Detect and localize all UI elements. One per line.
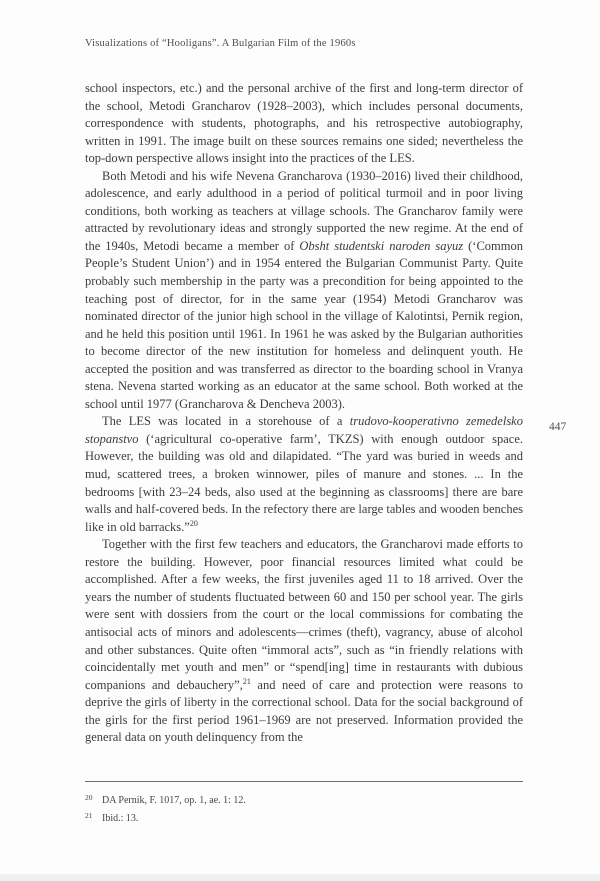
footnote-marker: 20 [85,793,93,802]
page-number: 447 [549,421,567,433]
paragraph: Both Metodi and his wife Nevena Grancharova (1930–2016) lived their childhood, adolescence, and early adulthood in a period of political turmoil and in poor living conditions, both working as teachers at village schools. The Grancharov family were attracted by revolutionary ideas and strongly supported the new regime. At the end of the 1940s, Metodi became a member of Obsht studentski naroden sayuz (‘Common People’s Student Union’) and in 1954 entered the Bulgarian Communist Party. Quite probably such membership in the party was a precondition for being appointed to the teaching post of director, for in the same year (1954) Metodi Grancharov was nominated director of the junior high school in the village of Kalotintsi, Pernik region, and he held this position until 1961. In 1961 he was asked by the Bulgarian authorities to become director of the new institution for homeless and delinquent youth. He accepted the position and was transferred as director to the boarding school in Vranya stena. Nevena started working as an educator at the same school. Both worked at the school until 1977 (Grancharova & Dencheva 2003). [85,168,524,411]
paragraph: school inspectors, etc.) and the personal archive of the first and long-term director of the school, Metodi Grancharov (1928–2003), which includes personal documents, correspondence with students, photographs, and his retrospective autobiography, written in 1991. The image built on these sources remains one sided; nevertheless the top-down perspective allows insight into the practices of the LES. [85,81,523,166]
footnote-text: Ibid.: 13. [102,813,139,824]
footnote-item [85,810,523,828]
footnotes [85,792,523,828]
footnote-marker: 21 [85,811,93,820]
paragraph: Together with the first few teachers and educators, the Grancharovi made efforts to restore the building. However, poor financial resources limited what could be accomplished. After a few weeks, the first juveniles aged 11 to 18 arrived. Over the years the number of students fluctuated between 60 and 150 per school year. The girls were sent with dossiers from the court or the local commissions for combating the antisocial acts of minors and adolescents—crimes (theft), vagrancy, abuse of alcohol and other substances. Quite often “immoral acts”, such as “in friendly relations with coincidentally met youth and men” or “spend[ing] time in restaurants with dubious companions and debauchery”,$^{21}$ and need of care and protection were reasons to deprive the girls of liberty in the correctional school. Data for the social background of the girls for the first period 1961–1969 are not preserved. Information provided the general data on youth delinquency from the [85,537,523,745]
footnote-text: DA Pernik, F. 1017, op. 1, ae. 1: 12. [102,795,246,806]
footnote-rule [85,781,523,782]
paragraph: The LES was located in a storehouse of a trudovo-kooperativno zemedelsko stopanstvo (‘agricultural co-operative farm’, TKZS) with enough outdoor space. However, the building was old and dilapidated. “The yard was buried in weeds and mud, scattered trees, a broken winnower, piles of manure and stones. ... In the bedrooms [with 23–24 beds, also used at the beginning as classrooms] there are bare walls and half-covered beds. In the refectory there are large tables and wooden benches like in old barracks.”$^{20}$ [85,414,523,534]
running-header: Visualizations of “Hooligans”. A Bulgarian Film of the 1960s [85,38,356,49]
footnote-item [85,792,523,810]
scan-edge [0,874,600,881]
body-text [85,80,523,747]
